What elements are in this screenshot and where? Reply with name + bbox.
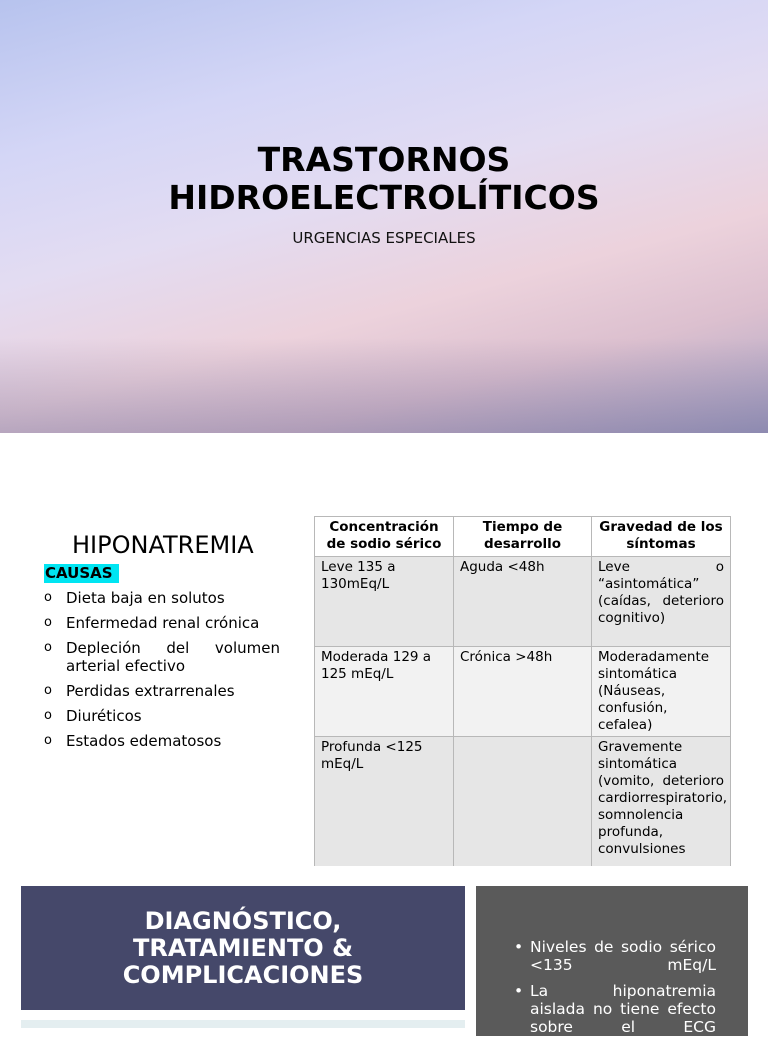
table-cell: Moderada 129 a 125 mEq/L <box>315 647 454 737</box>
table-cell: Aguda <48h <box>454 557 592 647</box>
table-cell: Profunda <125 mEq/L <box>315 737 454 877</box>
column-header: Concentración de sodio sérico <box>315 517 454 557</box>
table-row <box>315 647 731 737</box>
table-header-row <box>315 517 731 557</box>
list-item-text: Niveles de sodio sérico <135 mEq/L <box>530 938 716 974</box>
bullet-icon: o <box>44 615 52 630</box>
causes-label: CAUSAS <box>44 564 119 583</box>
list-item-text: Depleción del volumen arterial efectivo <box>66 639 280 675</box>
slide-title <box>0 141 768 217</box>
list-item <box>44 614 280 632</box>
bullet-icon: o <box>44 683 52 698</box>
table-cell <box>454 737 592 877</box>
hyponatremia-slide <box>0 433 768 866</box>
bullet-icon: o <box>44 733 52 748</box>
bullet-icon: o <box>44 640 52 655</box>
causes-list <box>44 589 280 757</box>
table-cell: Leve 135 a 130mEq/L <box>315 557 454 647</box>
slide-title-line-2: HIDROELECTROLÍTICOS <box>168 178 600 217</box>
table-cell: Gravemente sintomática (vomito, deterioro cardiorrespiratorio, somnolencia profunda, convulsiones <box>592 737 731 877</box>
table-row <box>315 557 731 647</box>
bullet-icon: • <box>514 982 524 1000</box>
table-cell: Crónica >48h <box>454 647 592 737</box>
slide-subtitle: URGENCIAS ESPECIALES <box>292 229 476 247</box>
diagnosis-panel <box>21 886 465 1010</box>
list-item <box>514 938 716 974</box>
section-heading: HIPONATREMIA <box>72 531 254 559</box>
list-item-text: Perdidas extrarrenales <box>66 682 235 700</box>
list-item-text: Enfermedad renal crónica <box>66 614 260 632</box>
list-item-text: La hiponatremia aislada no tiene efecto sobre el ECG <box>530 982 716 1036</box>
list-item-text: Diuréticos <box>66 707 142 725</box>
list-item <box>44 589 280 607</box>
table-cell: Leve o “asintomática” (caídas, deterioro cognitivo) <box>592 557 731 647</box>
list-item <box>44 682 280 700</box>
list-item <box>514 982 716 1036</box>
column-header: Gravedad de los síntomas <box>592 517 731 557</box>
list-item <box>44 732 280 750</box>
title-slide <box>0 0 768 433</box>
bullet-icon: • <box>514 938 524 956</box>
column-header: Tiempo de desarrollo <box>454 517 592 557</box>
diagnosis-slide <box>0 866 768 1036</box>
slide-title-line-1: TRASTORNOS <box>257 140 511 179</box>
diagnosis-panel-title: DIAGNÓSTICO, TRATAMIENTO & COMPLICACIONES <box>122 906 364 989</box>
bullet-icon: o <box>44 590 52 605</box>
severity-table <box>314 516 731 877</box>
info-list <box>514 938 716 1044</box>
table-cell: Moderadamente sintomática (Náuseas, confusión, cefalea) <box>592 647 731 737</box>
table-row <box>315 737 731 877</box>
bullet-icon: o <box>44 708 52 723</box>
list-item <box>44 639 280 675</box>
panel-divider <box>21 1020 465 1028</box>
list-item <box>44 707 280 725</box>
info-panel <box>476 886 748 1036</box>
list-item-text: Estados edematosos <box>66 732 222 750</box>
list-item-text: Dieta baja en solutos <box>66 589 225 607</box>
